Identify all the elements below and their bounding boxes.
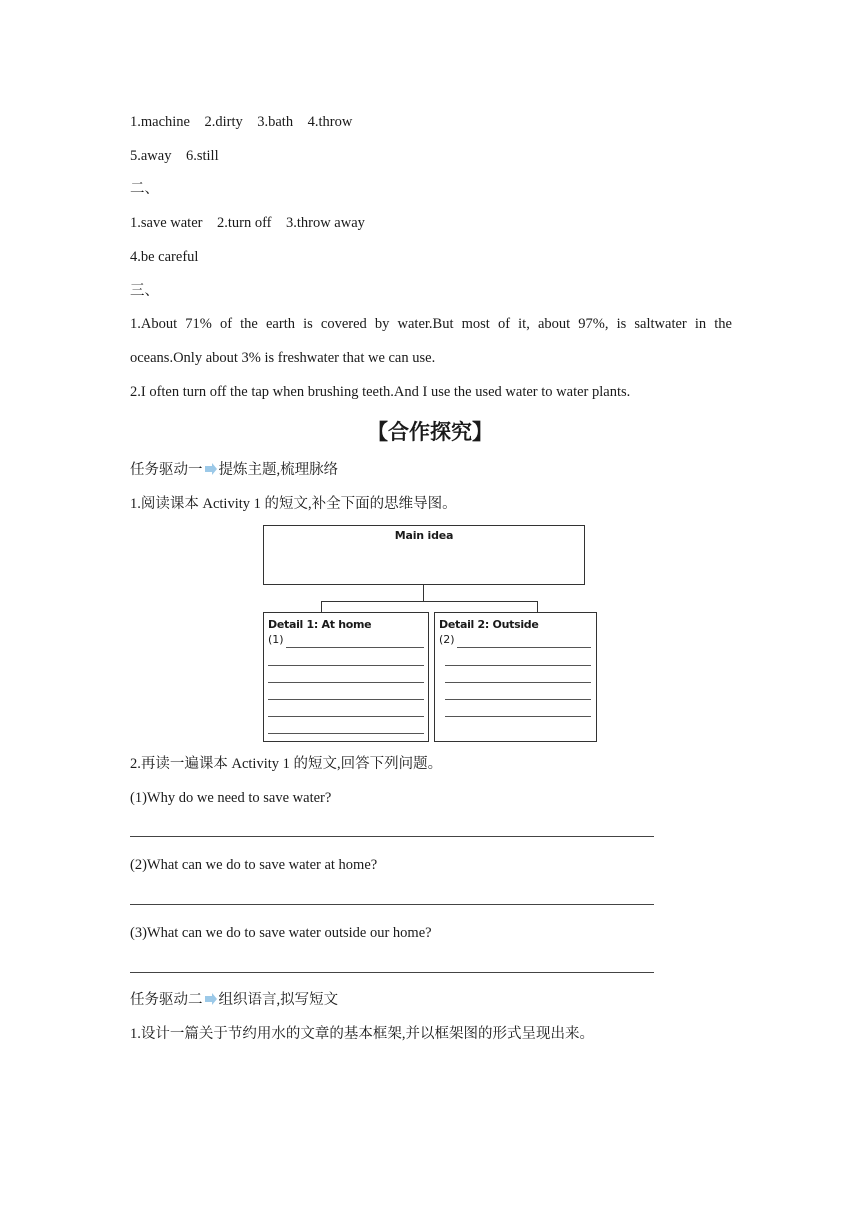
detail-2-box xyxy=(434,612,597,742)
task-2-heading xyxy=(130,990,338,1010)
question-2: (2)What can we do to save water at home? xyxy=(130,857,378,873)
detail-1-number: (1) xyxy=(268,633,284,646)
answer-rule xyxy=(268,733,424,734)
answer-line-1: 1.machine 2.dirty 3.bath 4.throw xyxy=(130,114,353,130)
answer-rule xyxy=(445,716,591,717)
connector-left xyxy=(321,601,322,612)
section-marker-3: 三、 xyxy=(130,283,159,299)
answer-rule xyxy=(445,682,591,683)
answer-paragraph-2: 2.I often turn off the tap when brushing teeth.And I use the used water to water plants. xyxy=(130,384,631,400)
answer-line-3: 1.save water 2.turn off 3.throw away xyxy=(130,215,365,231)
mind-map xyxy=(262,524,598,744)
task-2-prefix: 任务驱动二 xyxy=(130,992,203,1008)
answer-line-4: 4.be careful xyxy=(130,249,199,265)
arrow-icon xyxy=(204,462,218,476)
answer-rule xyxy=(457,647,591,648)
answer-paragraph-1-line-1: 1.About 71% of the earth is covered by water.But most of it, about 97%, is saltwater in the xyxy=(130,316,732,332)
answer-rule xyxy=(268,716,424,717)
answer-rule xyxy=(268,665,424,666)
main-idea-label: Main idea xyxy=(394,529,454,542)
answer-rule xyxy=(268,682,424,683)
detail-1-label: Detail 1: At home xyxy=(268,618,372,631)
question-1: (1)Why do we need to save water? xyxy=(130,790,332,806)
detail-2-number: (2) xyxy=(439,633,455,646)
task-2-title: 组织语言,拟写短文 xyxy=(218,992,339,1008)
task-1-prefix: 任务驱动一 xyxy=(130,462,203,478)
task-1-instruction-1: 1.阅读课本 Activity 1 的短文,补全下面的思维导图。 xyxy=(130,496,457,512)
section-heading: 【合作探究】 xyxy=(367,420,493,444)
task-1-heading xyxy=(130,460,338,480)
task-1-title: 提炼主题,梳理脉络 xyxy=(218,462,339,478)
main-idea-box xyxy=(263,525,585,585)
answer-rule xyxy=(445,665,591,666)
arrow-icon xyxy=(204,992,218,1006)
answer-rule xyxy=(445,699,591,700)
answer-blank-3[interactable] xyxy=(130,972,654,973)
answer-rule xyxy=(286,647,424,648)
answer-blank-1[interactable] xyxy=(130,836,654,837)
task-1-instruction-2: 2.再读一遍课本 Activity 1 的短文,回答下列问题。 xyxy=(130,756,443,772)
connector-vertical xyxy=(423,585,424,601)
answer-blank-2[interactable] xyxy=(130,904,654,905)
answer-paragraph-1-line-2: oceans.Only about 3% is freshwater that we can use. xyxy=(130,350,436,366)
answer-rule xyxy=(268,699,424,700)
connector-right xyxy=(537,601,538,612)
detail-1-box xyxy=(263,612,429,742)
section-marker-2: 二、 xyxy=(130,181,159,197)
task-2-instruction-1: 1.设计一篇关于节约用水的文章的基本框架,并以框架图的形式呈现出来。 xyxy=(130,1026,594,1042)
question-3: (3)What can we do to save water outside our home? xyxy=(130,925,432,941)
answer-line-2: 5.away 6.still xyxy=(130,148,219,164)
detail-2-label: Detail 2: Outside xyxy=(439,618,539,631)
connector-horizontal xyxy=(321,601,537,602)
